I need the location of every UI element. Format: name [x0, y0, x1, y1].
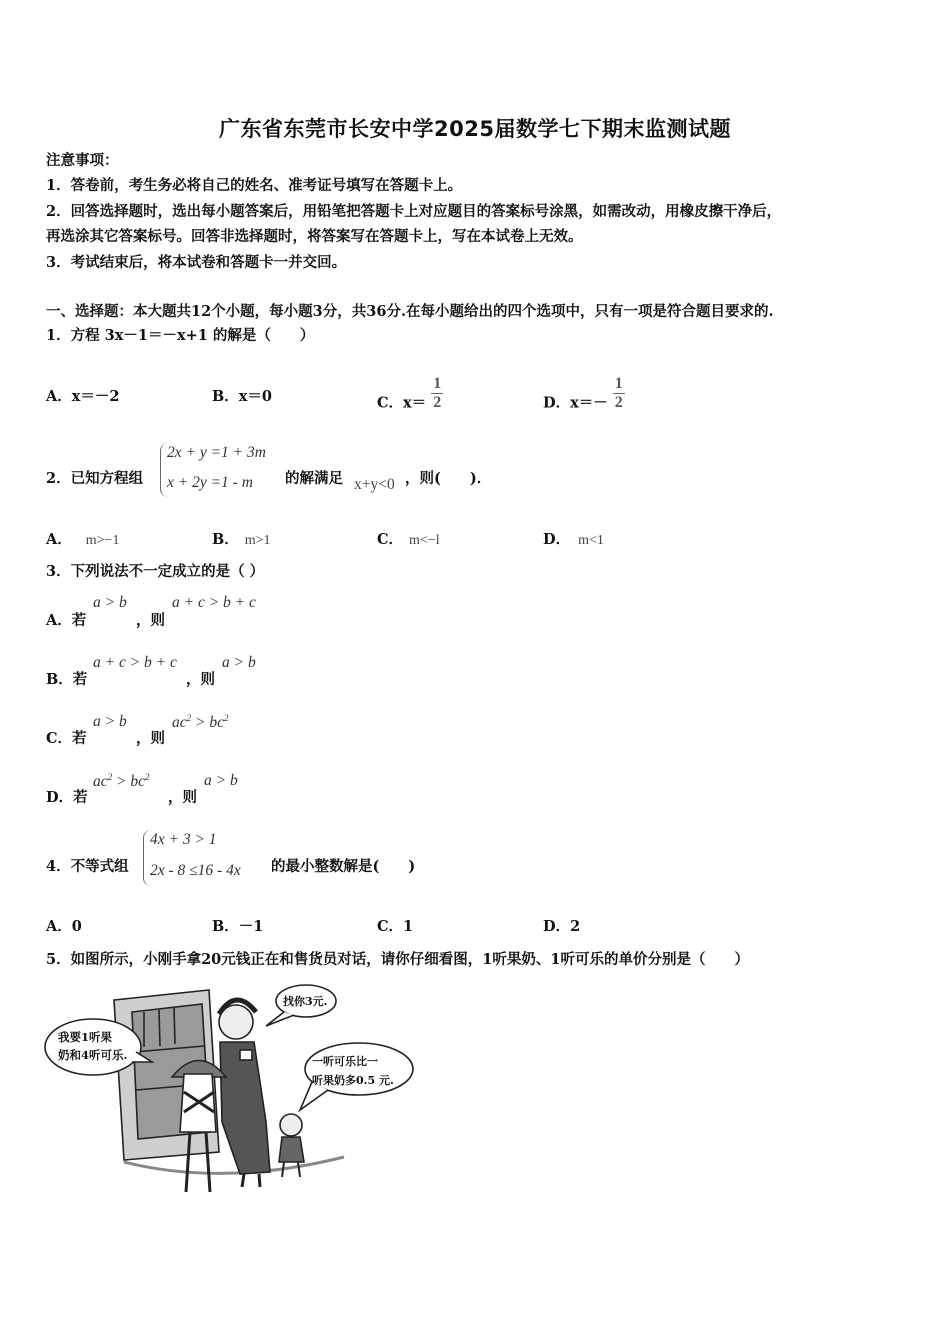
q1-option-d: D．x＝－ $\frac{1}{2}$ [543, 375, 623, 412]
q1-option-a: A．x＝－2 [46, 388, 120, 405]
q3-b-result: a > b [222, 654, 256, 671]
q4-inequality-2: 2x - 8 ≤16 - 4x [150, 862, 241, 879]
question-3-stem: 3．下列说法不一定成立的是（ ） [46, 563, 265, 580]
notice-item-3: 3．考试结束后，将本试卷和答题卡一并交回。 [46, 254, 347, 271]
notice-item-2-cont: 再选涂其它答案标号。回答非选择题时，将答案写在答题卡上，写在本试卷上无效。 [46, 228, 583, 245]
q1-option-c: C．x＝ $\frac{1}{2}$ [377, 375, 442, 412]
notice-item-1: 1．答卷前，考生务必将自己的姓名、准考证号填写在答题卡上。 [46, 177, 463, 194]
section-header: 一、选择题：本大题共12个小题，每小题3分，共36分.在每小题给出的四个选项中，只有一项是符合题目要求的. [46, 303, 774, 320]
fraction-one-half: $\frac{1}{2}$ [614, 375, 623, 411]
q2-condition: x+y<0 [354, 476, 395, 493]
q2-option-a: A． m>−1 [46, 531, 120, 548]
question-2-mid: 的解满足 [285, 470, 343, 487]
q3-c-result: $ac^2 > bc^2$ [172, 713, 229, 732]
q3-c-condition: a > b [93, 713, 127, 730]
q4-option-b: B．－1 [212, 918, 264, 935]
notice-heading: 注意事项： [46, 152, 119, 169]
q3-option-b-label: B．若 [46, 671, 88, 688]
q4-option-c: C．1 [377, 918, 414, 935]
fraction-one-half: $\frac{1}{2}$ [433, 375, 442, 411]
question-2-prefix: 2．已知方程组 [46, 470, 144, 487]
q2-equation-2: x + 2y =1 - m [167, 474, 253, 491]
q4-option-d: D．2 [543, 918, 581, 935]
q3-a-then: ，则 [136, 612, 165, 629]
notice-item-2: 2．回答选择题时，选出每小题答案后，用铅笔把答题卡上对应题目的答案标号涂黑，如需改动，用橡皮擦干净后， [46, 203, 782, 220]
q3-a-condition: a > b [93, 594, 127, 611]
q3-d-result: a > b [204, 772, 238, 789]
question-4-suffix: 的最小整数解是( ) [271, 858, 416, 875]
cartoon-illustration [44, 982, 414, 1207]
q3-option-a-label: A．若 [46, 612, 87, 629]
q2-option-d: D． m<1 [543, 531, 604, 548]
q3-option-d-label: D．若 [46, 789, 88, 806]
q4-option-a: A．0 [46, 918, 82, 935]
q3-d-then: ，则 [168, 789, 197, 806]
q3-b-condition: a + c > b + c [93, 654, 177, 671]
q2-equation-1: 2x + y =1 + 3m [167, 444, 266, 461]
page-title: 广东省东莞市长安中学2025届数学七下期末监测试题 [219, 117, 731, 141]
q3-b-then: ，则 [186, 671, 215, 688]
speech-bubble-clerk: 找你3元. [283, 995, 328, 1008]
cartoon-drawing [44, 982, 414, 1207]
q3-d-condition: $ac^2 > bc^2$ [93, 772, 150, 791]
question-1-stem: 1．方程 3x－1＝－x+1 的解是（ ） [46, 327, 315, 344]
q2-option-b: B． m>1 [212, 531, 271, 548]
q2-option-c: C． m<−l [377, 531, 440, 548]
question-5-stem: 5．如图所示，小刚手拿20元钱正在和售货员对话，请你仔细看图，1听果奶、1听可乐的单价分别是（ ） [46, 951, 749, 968]
q3-a-result: a + c > b + c [172, 594, 256, 611]
question-2-suffix: ，则( )． [405, 470, 492, 487]
question-4-prefix: 4．不等式组 [46, 858, 129, 875]
speech-bubble-hint: 一听可乐比一 听果奶多0.5 元. [312, 1055, 394, 1087]
speech-bubble-child: 我要1听果 奶和4听可乐. [58, 1030, 128, 1062]
q4-inequality-1: 4x + 3 > 1 [150, 831, 217, 848]
q3-option-c-label: C．若 [46, 730, 87, 747]
q3-c-then: ，则 [136, 730, 165, 747]
q1-option-b: B．x＝0 [212, 388, 272, 405]
